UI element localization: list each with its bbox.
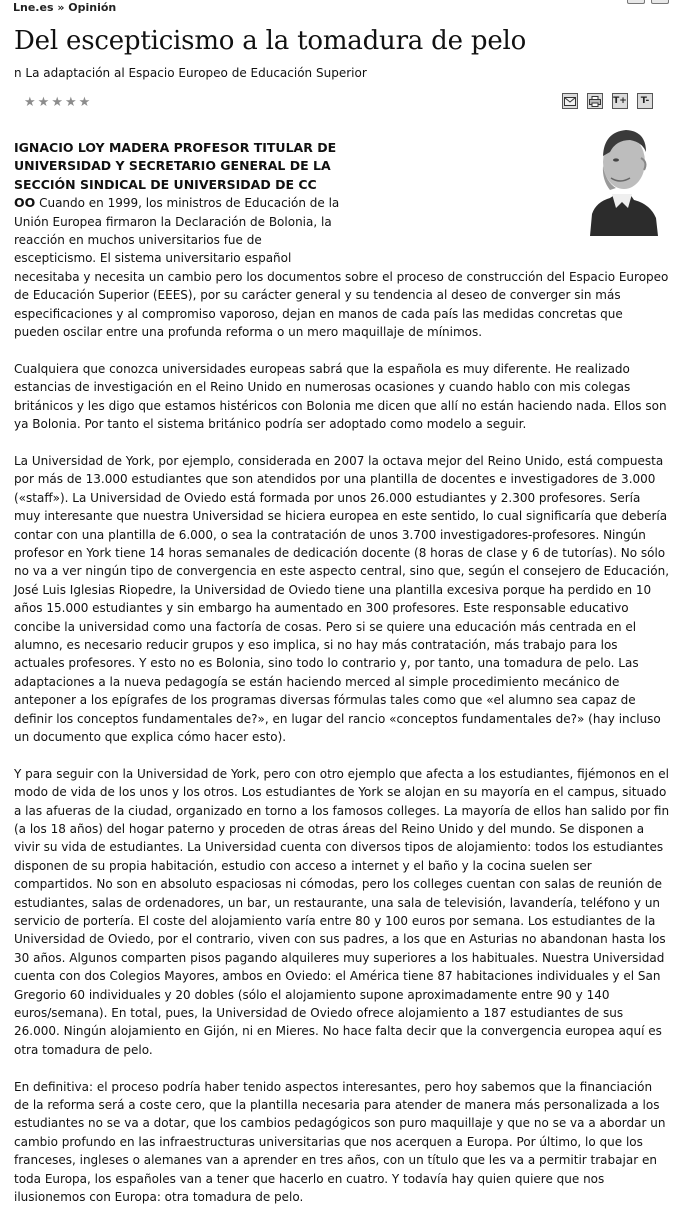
star-icon[interactable]: ★ xyxy=(78,95,91,110)
intro-line: reacción en muchos universitarios fue de xyxy=(14,233,262,248)
top-control-right[interactable] xyxy=(651,0,669,4)
author-line: UNIVERSIDAD Y SECRETARIO GENERAL DE LA xyxy=(14,158,331,174)
article-intro xyxy=(14,139,670,341)
author-tail: OO xyxy=(14,195,36,211)
intro-rest: necesitaba y necesita un cambio pero los documentos sobre el proceso de construcción del Espacio Europeo de Educación Superior (EEES), por su carácter general y su tendencia al deseo de converger sin más especificaciones y al compromiso vaporoso, dejan en manos de cada país las medidas concretas que pueden oscilar entre una profunda reforma o un mero maquillaje de mínimos. xyxy=(14,269,669,340)
article-paragraph: La Universidad de York, por ejemplo, considerada en 2007 la octava mejor del Reino Unido, está compuesta por más de 13.000 estudiantes que son atendidos por una plantilla de docentes e investigadores de 3.000 («staff»). La Universidad de Oviedo está formada por unos 26.000 estudiantes y 2.300 profesores. Sería muy interesante que nuestra Universidad se hiciera europea en este sentido, lo cual significaría que debería contar con una plantilla de 6.000, o sea la contratación de unos 3.700 investigadores-profesores. Ningún profesor en York tiene 14 horas semanales de dedicación docente (8 horas de clase y 6 de tutorías). No sólo no va a ver ningún tipo de convergencia en este aspecto central, sino que, según el consejero de Educación, José Luis Iglesias Riopedre, la Universidad de Oviedo tiene una plantilla excesiva porque ha perdido en 10 años 15.000 estudiantes y sin embargo ha aumentado en 300 profesores. Este responsable educativo concibe la universidad como una factoría de cosas. Pero si se quiere una educación más centrada en el alumno, es necesario reducir grupos y eso implica, si no hay más contratación, más trabajo para los actuales profesores. Y esto no es Bolonia, sino todo lo contrario y, por tanto, una tomadura de pelo. Las adaptaciones a la nueva pedagogía se están haciendo merced al simple procedimiento mecánico de anteponer a los epígrafes de los programas diversas fórmulas tales como que «el alumno sea capaz de definir los conceptos fundamentales de?», en lugar del rancio «conceptos fundamentales de?» (hay incluso un documento que explica cómo hacer esto). xyxy=(14,453,670,744)
intro-text: Cuando en 1999, los ministros de Educación de la xyxy=(35,196,340,211)
page-title: Del escepticismo a la tomadura de pelo xyxy=(14,26,527,56)
intro-line xyxy=(14,194,670,212)
breadcrumb-section-link[interactable]: Opinión xyxy=(68,1,117,14)
author-line: SECCIÓN SINDICAL DE UNIVERSIDAD DE CC xyxy=(14,176,317,192)
breadcrumb xyxy=(13,1,116,14)
subtitle: n La adaptación al Espacio Europeo de Educación Superior xyxy=(14,66,367,80)
article-paragraph: Y para seguir con la Universidad de York, pero con otro ejemplo que afecta a los estudiantes, fijémonos en el modo de vida de los unos y los otros. Los estudiantes de York se alojan en su mayoría en el campus, situado a las afueras de la ciudad, organizado en torno a los famosos colleges. La mayoría de ellos han salido por fin (a los 18 años) del hogar paterno y proceden de otras áreas del Reino Unido y del mundo. Se disponen a vivir su vida de estudiantes. La Universidad cuenta con diversos tipos de alojamiento: todos los estudiantes disponen de su propia habitación, estudio con acceso a internet y el baño y la cocina suelen ser compartidos. No son en absoluto espaciosas ni cómodas, pero los colleges cuentan con salas de reunión de estudiantes, salas de ordenadores, un bar, un restaurante, una sala de televisión, lavandería, teléfono y un servicio de portería. El coste del alojamiento varía entre 80 y 100 euros por semana. Los estudiantes de la Universidad de Oviedo, por el contrario, viven con sus padres, a los que en Asturias no abandonan hasta los 30 años. Algunos comparten pisos pagando alquileres muy superiores a los habituales. Nuestra Universidad cuenta con dos Colegios Mayores, ambos en Oviedo: el América tiene 87 habitaciones individuales y el San Gregorio 60 individuales y 20 dobles (sólo el alojamiento supone aproximadamente entre 90 y 140 euros/semana). En total, pues, la Universidad de Oviedo ofrece alojamiento a 187 estudiantes de sus 26.000. Ningún alojamiento en Gijón, ni en Mieres. No hace falta decir que la convergencia europea aquí es otra tomadura de pelo. xyxy=(14,766,670,1057)
intro-line: escepticismo. El sistema universitario español xyxy=(14,251,292,266)
star-icon[interactable]: ★ xyxy=(24,95,36,110)
author-line: IGNACIO LOY MADERA PROFESOR TITULAR DE xyxy=(14,140,337,155)
article-paragraph: En definitiva: el proceso podría haber tenido aspectos interesantes, pero hoy sabemos que la financiación de la reforma será a coste cero, que la plantilla necesaria para atender de manera más personalizada a los estudiantes no se va a dotar, que los cambios pedagógicos son puro maquillaje y que no se va a abordar un cambio profundo en las infraestructuras universitarias que nos acerquen a Europa. Por último, lo que los franceses, ingleses o alemanes van a aprender en tres años, con un título que les va a permitir trabajar en toda Europa, los españoles van a tener que hacerlo en cuatro. Y todavía hay quien quiere que nos ilusionemos con Europa: otra tomadura de pelo. xyxy=(14,1079,666,1205)
print-icon[interactable] xyxy=(587,93,603,109)
top-controls xyxy=(627,0,669,4)
top-control-left[interactable] xyxy=(627,0,645,4)
email-icon[interactable] xyxy=(562,93,578,109)
rating-stars[interactable] xyxy=(24,96,90,109)
star-icon[interactable]: ★ xyxy=(51,95,63,110)
article-paragraph: Cualquiera que conozca universidades europeas sabrá que la española es muy diferente. He realizado estancias de investigación en el Reino Unido en numerosas ocasiones y cuando hablo con mis colegas británicos y les digo que estamos histéricos con Bolonia me dicen que allí no están haciendo nada. Ellos son ya Bolonia. Por tanto el sistema británico podría ser adoptado como modelo a seguir. xyxy=(14,361,667,432)
text-increase-icon[interactable]: T+ xyxy=(612,93,628,109)
article-body xyxy=(14,139,670,1225)
text-decrease-icon[interactable]: T- xyxy=(637,93,653,109)
star-icon[interactable]: ★ xyxy=(64,95,77,110)
breadcrumb-site-link[interactable]: Lne.es xyxy=(13,1,54,14)
intro-line: Unión Europea firmaron la Declaración de Bolonia, la xyxy=(14,214,332,229)
breadcrumb-separator: » xyxy=(53,1,69,14)
star-icon[interactable]: ★ xyxy=(37,95,50,110)
article-tools xyxy=(562,93,653,109)
